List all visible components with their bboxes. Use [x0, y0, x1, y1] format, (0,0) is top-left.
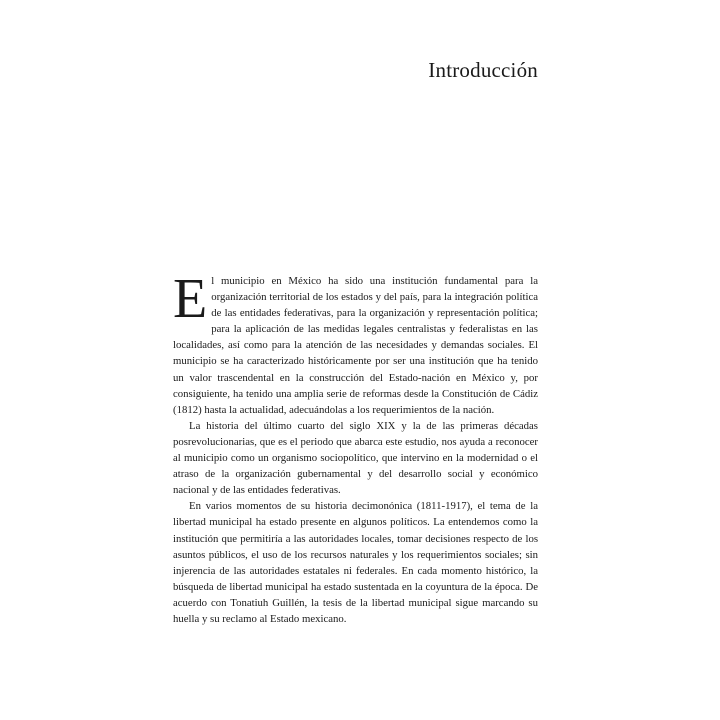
paragraph-2	[173, 418, 538, 498]
paragraph-1-text: l municipio en México ha sido una institución fundamental para la organización territorial de los estados y del país, para la integración política de las entidades federativas, para la organización y representación política; para la aplicación de las medidas legales centralistas y federalistas en las localidades, así como para la atención de las necesidades y demandas sociales. El municipio se ha caracterizado históricamente por ser una institución que ha tenido un valor trascendental en la construcción del Estado-nación en México y, por consiguiente, ha tenido una amplia serie de reformas desde la Constitución de Cádiz (1812) hasta la actualidad, adecuándolas a los requerimientos de la nación.	[173, 275, 538, 416]
paragraph-3-text: En varios momentos de su historia decimonónica (1811-1917), el tema de la libertad municipal ha estado presente en algunos políticos. La entendemos como la institución que permitiría a las autoridades locales, tomar decisiones respecto de los asuntos públicos, el uso de los recursos naturales y los requerimientos sociales; sin injerencia de las autoridades estatales ni federales. En cada momento histórico, la búsqueda de libertad municipal ha estado sustentada en la coyuntura de la época. De acuerdo con Tonatiuh Guillén, la tesis de la libertad municipal sigue marcando su huella y su reclamo al Estado mexicano.	[173, 500, 538, 625]
paragraph-3	[173, 498, 538, 627]
paragraph-2-text: La historia del último cuarto del siglo XIX y la de las primeras décadas posrevolucionarias, que es el periodo que abarca este estudio, nos ayuda a reconocer al municipio como un organismo sociopolítico, que intervino en la modernidad o el atraso de la organización gubernamental y del desarrollo social y económico nacional y de las entidades federativas.	[173, 419, 538, 497]
drop-cap: E	[173, 268, 208, 330]
chapter-title: Introducción	[428, 58, 538, 82]
paragraph-1	[173, 268, 538, 418]
chapter-body	[173, 268, 538, 627]
